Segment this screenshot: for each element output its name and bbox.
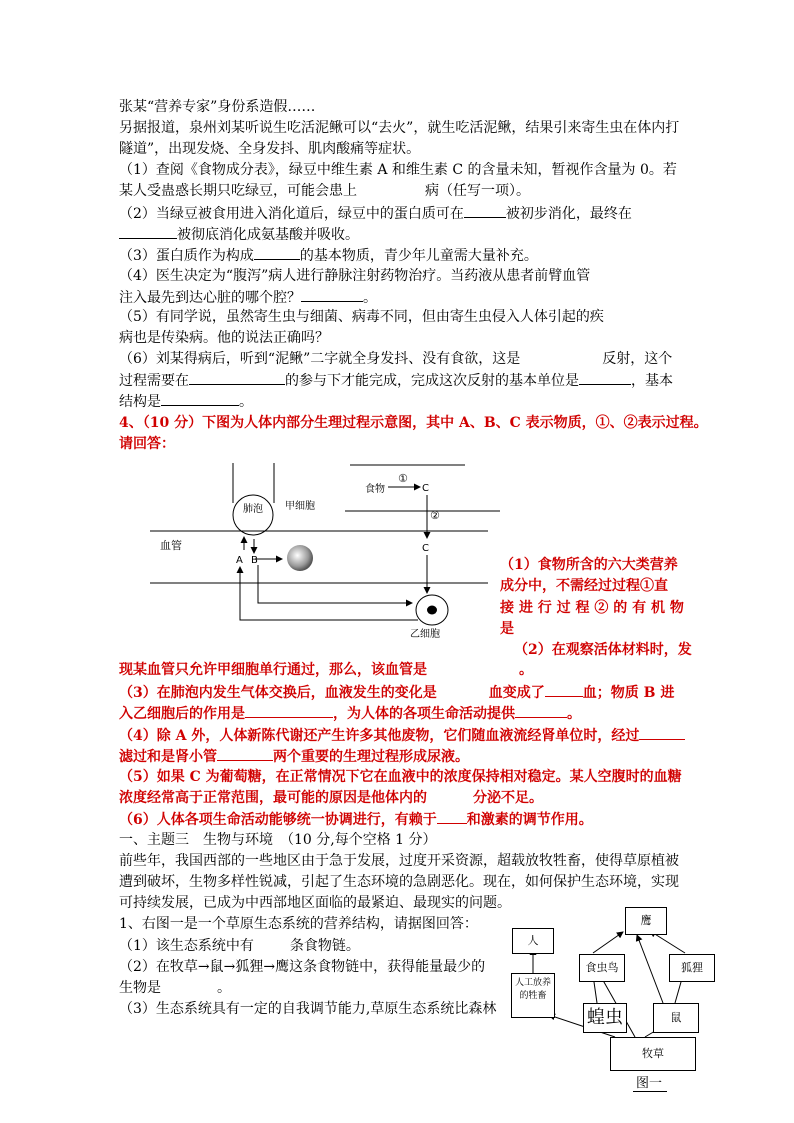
mouse-to-eagle-arrow [637,935,663,1003]
text: 入乙细胞后的作用是 [119,706,245,722]
b-label: B [251,555,258,566]
question-2 [119,203,632,224]
answer-blank[interactable] [515,703,567,718]
text-line: 可持续发展，已成为中西部地区面临的最紧迫、最现实的问题。 [119,895,511,911]
text: （2）当绿豆被食用进入消化道后，绿豆中的蛋白质可在 [119,206,464,222]
text-line: 前些年，我国西部的一些地区由于急于发展，过度开采资源，超载放牧牲畜，使得草原植被 [119,853,679,869]
text: 。 [217,980,231,996]
question-1: （1）查阅《食物成分表》，绿豆中维生素 A 和维生素 C 的含量未知，暂视作含量为 0。若 [119,162,677,178]
caption-underline [633,1091,667,1092]
eco-sub-2-cont [119,978,231,998]
question-6-cont [119,370,673,391]
text: 的基本物质，青少年儿童需大量补充。 [299,248,538,264]
text: 条食物链。 [289,938,360,954]
text: 生物是 [119,980,161,996]
text: ，基本 [631,373,673,389]
text: （6）刘某得病后，听到“泥鳅”二字就全身发抖、没有食欲，这是 [119,351,521,367]
process-1: ① [398,472,408,485]
text: 。 [239,394,253,410]
question-2-cont [119,224,359,245]
text: 的参与下才能完成，完成这次反射的基本单位是 [285,373,579,389]
text: 现某血管只允许甲细胞单行通过，那么，该血管是 [119,662,427,678]
text: 注入最先到达心脏的哪个腔？ [119,290,301,306]
text: （3）蛋白质作为构成 [119,248,254,264]
node-livestock [511,973,555,1018]
q4-part5: （5）如果 C 为葡萄糖，在正常情况下它在血液中的浓度保持相对稳定。某人空腹时的血糖 [119,769,682,785]
question-1-cont [119,181,530,201]
node-mouse: 鼠 [653,1003,699,1033]
text: 。 [363,290,377,306]
answer-blank[interactable] [639,725,685,740]
text: 反射，这个 [602,351,673,367]
node-insectivorous-bird: 食虫鸟 [579,954,625,982]
q4-part5-cont [119,788,543,808]
alveolus [233,495,273,535]
answer-blank[interactable] [217,746,273,761]
text: （1）该生态系统中有 [119,938,254,954]
node-locust: 蝗虫 [583,1003,627,1033]
text: 被初步消化，最终在 [505,206,632,222]
text: 血；物质 B 进 [582,685,675,701]
text: 浓度经常高于正常范围，最可能的原因是他体内的 [119,790,427,806]
eco-sub-3: （3）生态系统具有一定的自我调节能力,草原生态系统比森林 [119,1001,497,1017]
node-human: 人 [512,928,554,954]
answer-blank[interactable] [464,203,506,218]
answer-blank[interactable] [579,370,631,385]
q4-part3 [119,682,674,703]
text: 滤过和是肾小管 [119,749,217,765]
question-4-cont [119,287,377,308]
text: 结构是 [119,394,161,410]
alveolus-label: 肺泡 [243,504,263,515]
food-label: 食物 [365,484,385,495]
text: 被彻底消化成氨基酸并吸收。 [177,227,359,243]
question-5: （5）有同学说，虽然寄生虫与细菌、病毒不同，但由寄生虫侵入人体引起的疾 [119,309,604,325]
answer-blank[interactable] [119,224,177,239]
cell-b-nucleus [427,606,437,615]
question-4: （4）医生决定为“腹泻”病人进行静脉注射药物治疗。当药液从患者前臂血管 [119,268,591,284]
text: 血变成了 [488,685,545,701]
cell-a [287,545,313,571]
eco-sub-1 [119,936,360,956]
question-6 [119,349,672,369]
q4-side: 是 [500,621,514,637]
answer-blank[interactable] [245,703,333,718]
text: 病（任写一项）。 [425,183,530,199]
q4-part4-cont [119,746,469,767]
text-line: 隧道”，出现发烧、全身发抖、肌肉酸痛等症状。 [119,141,421,157]
section-heading: 一、主题三 生物与环境 （10 分,每个空格 1 分） [119,832,437,848]
b-to-cell-b [258,565,412,603]
q4-part6 [119,809,593,830]
a-label: A [236,555,243,566]
answer-blank[interactable] [161,391,239,406]
livestock-label: 人工放养 [514,978,551,988]
eco-question-1: 1、右图一是一个草原生态系统的营养结构，请据图回答： [119,916,478,932]
q4-title: 4、（10 分）下图为人体内部分生理过程示意图，其中 A、B、C 表示物质，①、②表示过程。 [119,415,708,431]
q4-part2 [119,660,533,680]
q4-side: （2）在观察活体材料时，发 [514,642,692,658]
eco-sub-2: （2）在牧草→鼠→狐狸→鹰这条食物链中，获得能量最少的 [119,959,486,975]
text: 两个重要的生理过程形成尿液。 [273,749,469,765]
question-6-cont [119,391,253,412]
q4-part4 [119,725,685,746]
a-from-cell-b [240,567,418,620]
text: 。 [567,706,581,722]
text-line: 遭到破坏，生物多样性锐减，引起了生态环境的急剧恶化。现在，如何保护生态环境，实现 [119,874,679,890]
q4-part3-cont [119,703,581,724]
cell-a-label: 甲细胞 [285,501,315,512]
node-eagle: 鹰 [625,907,667,935]
process-2: ② [430,509,440,522]
text-line: 另据报道，泉州刘某听说生吃活泥鳅可以“去火”，就生吃活泥鳅，结果引来寄生虫在体内打 [119,120,680,136]
figure-caption: 图一 [636,1076,663,1091]
answer-blank[interactable] [254,245,300,260]
text: 分泌不足。 [473,790,543,806]
q4-side: 成分中，不需经过过程①直 [500,578,668,594]
q4-side: （1）食物所含的六大类营养 [500,557,678,573]
c-label: C [422,483,429,494]
text: 和激素的调节作用。 [466,812,593,828]
text: 。 [519,662,533,678]
q4-side: 接 进 行 过 程 ② 的 有 机 物 [500,600,684,616]
answer-blank[interactable] [545,682,583,697]
question-5-cont: 病也是传染病。他的说法正确吗？ [119,330,329,346]
node-fox: 狐狸 [669,954,715,982]
cell-b-label: 乙细胞 [410,629,440,640]
physiology-diagram [150,455,505,655]
bird-to-eagle-arrow [593,932,623,953]
answer-blank[interactable] [301,287,363,302]
vessel-label: 血管 [160,539,182,552]
text: （3）在肺泡内发生气体交换后，血液发生的变化是 [119,685,437,701]
question-3 [119,245,538,266]
livestock-label: 的牲畜 [519,991,547,1001]
text: ，为人体的各项生命活动提供 [333,706,515,722]
text: 某人受蛊惑长期只吃绿豆，可能会患上 [119,183,357,199]
q4-title-cont: 请回答： [119,436,175,452]
answer-blank[interactable] [437,809,467,824]
text: 过程需要在 [119,373,189,389]
text: （6）人体各项生命活动能够统一协调进行，有赖于 [119,812,437,828]
text: （4）除 A 外，人体新陈代谢还产生许多其他废物，它们随血液流经肾单位时，经过 [119,728,640,744]
answer-blank[interactable] [189,370,285,385]
c-label: C [422,543,429,554]
node-grass: 牧草 [610,1037,696,1071]
text-line: 张某“营养专家”身份系造假…… [119,99,316,115]
